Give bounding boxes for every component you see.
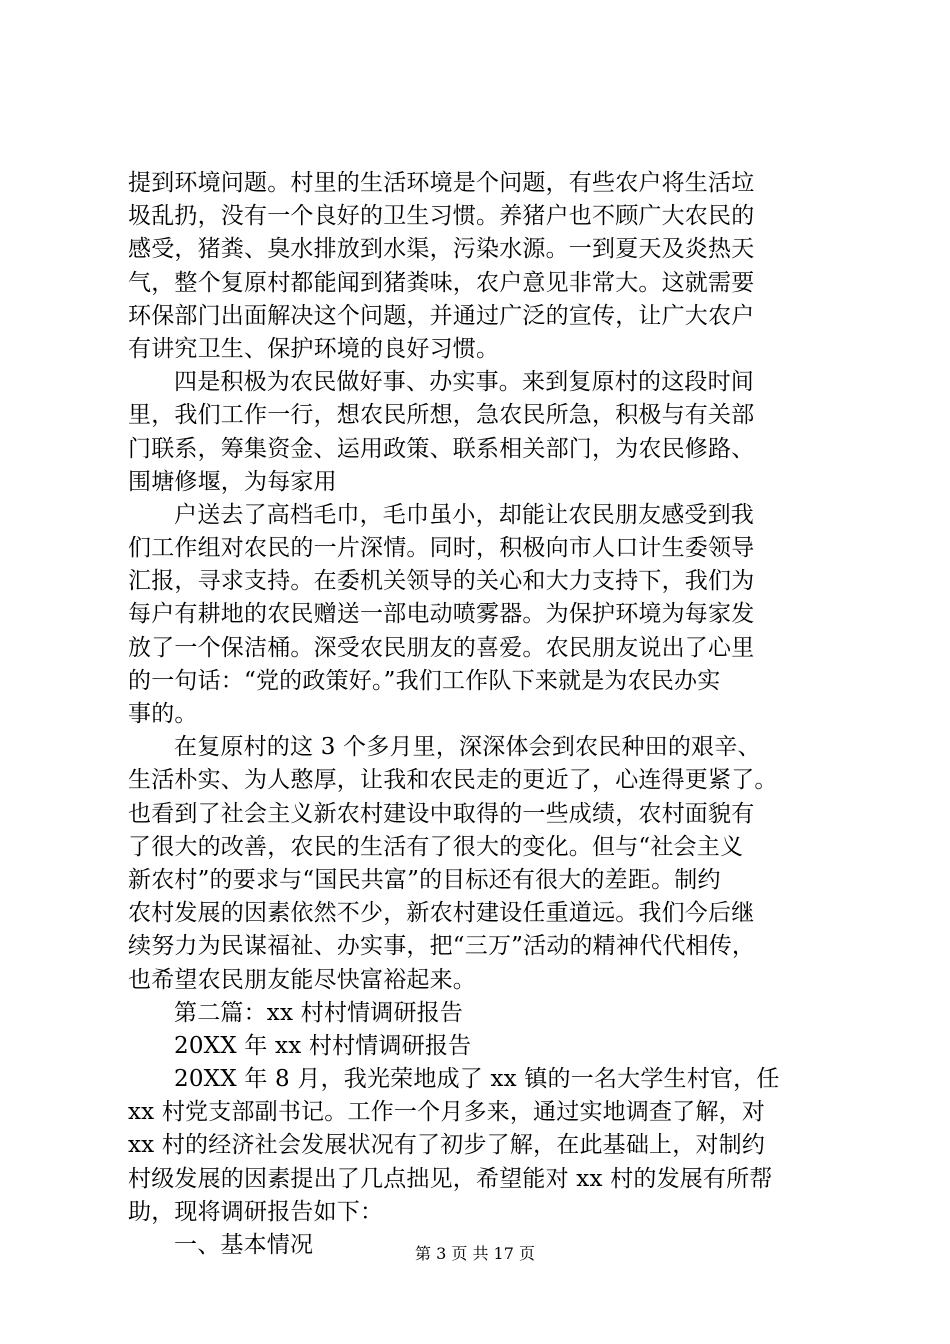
text-line: 们工作组对农民的一片深情。同时，积极向市人口计生委领导 <box>128 535 755 562</box>
document-body <box>128 167 840 1262</box>
text-line: 汇报，寻求支持。在委机关领导的关心和大力支持下，我们为 <box>128 568 755 595</box>
text-line: 一、基本情况 <box>174 1232 314 1258</box>
text-line: 村级发展的因素提出了几点拙见，希望能对 xx 村的发展有所帮 <box>128 1165 773 1192</box>
text-line: 也看到了社会主义新农村建设中取得的一些成绩，农村面貌有 <box>128 800 755 827</box>
text-line: 新农村”的要求与“国民共富”的目标还有很大的差距。制约 <box>128 866 721 893</box>
text-line: 也希望农民朋友能尽快富裕起来。 <box>128 966 476 993</box>
text-line: 气，整个复原村都能闻到猪粪味，农户意见非常大。这就需要 <box>128 269 755 296</box>
text-line: xx 村的经济社会发展状况有了初步了解，在此基础上，对制约 <box>128 1132 766 1159</box>
text-line: 生活朴实、为人憨厚，让我和农民走的更近了，心连得更紧了。 <box>128 767 778 794</box>
text-line: 农村发展的因素依然不少，新农村建设任重道远。我们今后继 <box>128 900 755 927</box>
text-line: 里，我们工作一行，想农民所想，急农民所急，积极与有关部 <box>128 402 755 429</box>
text-line: 助，现将调研报告如下： <box>128 1198 384 1225</box>
text-line: 20XX 年 xx 村村情调研报告 <box>174 1032 472 1059</box>
text-line: 了很大的改善，农民的生活有了很大的变化。但与“社会主义 <box>128 833 744 860</box>
text-line: 有讲究卫生、保护环境的良好习惯。 <box>128 335 500 362</box>
text-line: 第二篇：xx 村村情调研报告 <box>174 999 464 1026</box>
text-line: 四是积极为农民做好事、办实事。来到复原村的这段时间 <box>174 369 754 396</box>
text-line: 在复原村的这 3 个多月里，深深体会到农民种田的艰辛、 <box>174 734 761 761</box>
text-line: 圾乱扔，没有一个良好的卫生习惯。养猪户也不顾广大农民的 <box>128 203 755 230</box>
text-line: 每户有耕地的农民赠送一部电动喷雾器。为保护环境为每家发 <box>128 601 755 628</box>
text-line: 的一句话：“党的政策好。”我们工作队下来就是为农民办实 <box>128 667 721 694</box>
text-line: 提到环境问题。村里的生活环境是个问题，有些农户将生活垃 <box>128 170 755 196</box>
text-line: 感受，猪粪、臭水排放到水渠，污染水源。一到夏天及炎热天 <box>128 236 755 263</box>
text-line: 续努力为民谋福祉、办实事，把“三万”活动的精神代代相传， <box>128 933 756 960</box>
text-line: 门联系，筹集资金、运用政策、联系相关部门，为农民修路、 <box>128 435 755 462</box>
text-line: 放了一个保洁桶。深受农民朋友的喜爱。农民朋友说出了心里 <box>128 634 755 661</box>
text-line: xx 村党支部副书记。工作一个月多来，通过实地调查了解，对 <box>128 1099 766 1126</box>
text-line: 围塘修堰，为每家用 <box>128 468 337 495</box>
text-line: 事的。 <box>128 701 198 727</box>
page-footer: 第 3 页 共 17 页 <box>415 1244 535 1263</box>
text-line: 环保部门出面解决这个问题，并通过广泛的宣传，让广大农户 <box>128 302 755 329</box>
text-line: 户送去了高档毛巾，毛巾虽小，却能让农民朋友感受到我 <box>174 501 754 528</box>
text-line: 20XX 年 8 月，我光荣地成了 xx 镇的一名大学生村官，任 <box>174 1066 780 1093</box>
